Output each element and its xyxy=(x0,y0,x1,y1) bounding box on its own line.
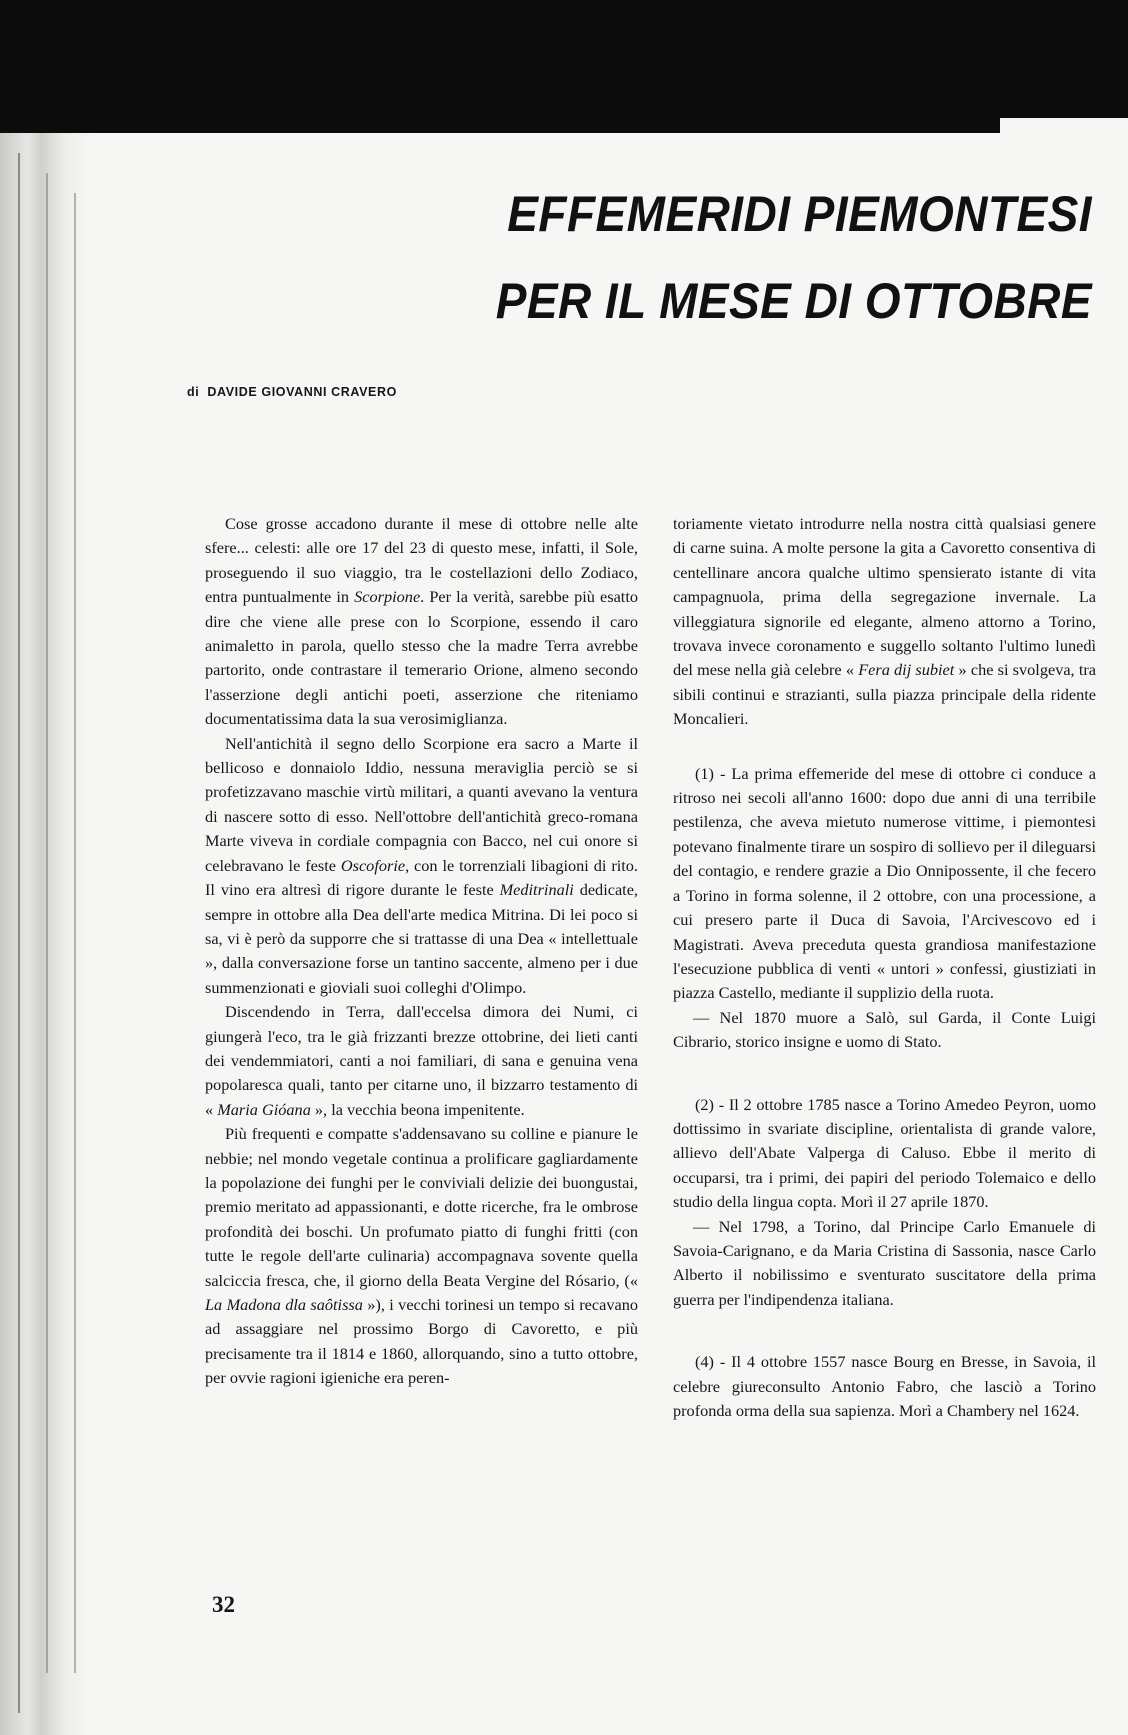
paragraph: Discendendo in Terra, dall'eccelsa dimora dei Numi, ci giungerà l'eco, tra le già frizzanti brezze ottobrine, dei lieti canti dei vendemmiatori, canti a noi familiari, di sana e genuina vena popolaresca quali, tanto per citarne uno, il bizzarro testamento di « Maria Gióana », la vecchia beona impenitente. xyxy=(205,1002,638,1119)
byline-author: DAVIDE GIOVANNI CRAVERO xyxy=(207,385,397,399)
top-band-notch xyxy=(1000,118,1128,133)
byline xyxy=(187,385,397,399)
paragraph: Nell'antichità il segno dello Scorpione era sacro a Marte il bellicoso e donnaiolo Iddio, nessuna meraviglia perciò se si profetizzavano maschie virtù militari, a quanti avevano la ventura di nascere sotto di esso. Nell'ottobre dell'antichità greco-romana Marte viveva in cordiale compagnia con Bacco, nel cui onore si celebravano le feste Oscoforie, con le torrenziali libagioni di rito. Il vino era altresì di rigore durante le feste Meditrinali dedicate, sempre in ottobre alla Dea dell'arte medica Mitrina. Di lei poco si sa, vi è però da supporre che si trattasse di una Dea « intellettuale », dalla conversazione forse un tantino saccente, almeno per i due summenzionati e gioviali suoi colleghi d'Olimpo. xyxy=(205,733,638,997)
paragraph: Cose grosse accadono durante il mese di ottobre nelle alte sfere... celesti: alle ore 17 del 23 di questo mese, infatti, il Sole, proseguendo il suo viaggio, tra le costellazioni dello Zodiaco, entra puntualmente in Scorpione. Per la verità, sarebbe più esatto dire che viene alle prese con lo Scorpione, essendo il caro animaletto in parola, quello stesso che la madre Terra avrebbe partorito, onde contrastare il temerario Orione, almeno secondo l'asserzione degli antichi poeti, asserzione che riteniamo documentatissima data la sua verosimiglianza. xyxy=(205,514,638,729)
paragraph: Più frequenti e compatte s'addensavano su colline e pianure le nebbie; nel mondo vegetale continua a prolificare gagliardamente la popolazione dei funghi per le conviviali delizie dei buongustai, premio meritato ad appassionanti, e dotte ricerche, fra le ombrose profondità dei boschi. Un profumato piatto di funghi fritti (con tutte le regole dell'arte culinaria) accompagnava sovente quella salciccia fresca, che, il giorno della Beata Vergine del Rósario, (« La Madona dla saôtissa »), i vecchi torinesi un tempo si recavano ad assaggiare nel prossimo Borgo di Cavoretto, e più precisamente tra il 1814 e 1860, allorquando, sino a tutto ottobre, per ovvie ragioni igieniche era peren- xyxy=(205,1124,638,1388)
left-column xyxy=(205,512,638,1391)
article-title-line1: EFFEMERIDI PIEMONTESI xyxy=(507,186,1092,242)
note-1-addendum: — Nel 1870 muore a Salò, sul Garda, il Conte Luigi Cibrario, storico insigne e uomo di Stato. xyxy=(673,1007,1096,1052)
note-2-addendum: — Nel 1798, a Torino, dal Principe Carlo Emanuele di Savoia-Carignano, e da Maria Cristina di Sassonia, nasce Carlo Alberto il nobilissimo e sventurato suscitatore della prima guerra per l'indipendenza italiana. xyxy=(673,1216,1096,1309)
page-binding-edge xyxy=(0,133,92,1735)
note-2: (2) - Il 2 ottobre 1785 nasce a Torino Amedeo Peyron, uomo dottissimo in svariate discipline, orientalista di grande valore, allievo dell'Abate Valperga di Caluso. Ebbe il merito di occuparsi, tra i primi, dei papiri del periodo Tolemaico e dello studio della lingua copta. Morì il 27 aprile 1870. xyxy=(673,1094,1096,1212)
note-4: (4) - Il 4 ottobre 1557 nasce Bourg en Bresse, in Savoia, il celebre giureconsulto Antonio Fabro, che lasciò a Torino profonda orma della sua sapienza. Morì a Chambery nel 1624. xyxy=(673,1352,1096,1420)
article-title-line2: PER IL MESE DI OTTOBRE xyxy=(495,273,1092,329)
right-column xyxy=(673,512,1096,1423)
note-1: (1) - La prima effemeride del mese di ottobre ci conduce a ritroso nei secoli all'anno 1600: dopo due anni di una terribile pestilenza, che aveva mietuto numerose vittime, i piemontesi potevano finalmente tirare un sospiro di sollievo per il dileguarsi del contagio, e rendere grazie a Dio Onnipossente, il che fecero a Torino in forma solenne, il 2 ottobre, con una processione, a cui presero parte il Duca di Savoia, l'Arcivescovo ed i Magistrati. Aveva preceduta questa grandiosa manifestazione l'esecuzione pubblica di venti « untori » confessi, giustiziati in piazza Castello, mediante il supplizio della ruota. xyxy=(673,763,1096,1003)
page-number: 32 xyxy=(212,1592,235,1617)
paragraph-continued: toriamente vietato introdurre nella nostra città qualsiasi genere di carne suina. A molte persone la gita a Cavoretto consentiva di centellinare ancora qualche ultimo spensierato istante di vita campagnuola, prima della segregazione invernale. La villeggiatura signorile ed elegante, almeno attorno a Torino, trovava invece coronamento e suggello soltanto l'ultimo lunedì del mese nella già celebre « Fera dij subiet » che si svolgeva, tra sibili continui e strazianti, sulla piazza principale della ridente Moncalieri. xyxy=(673,514,1096,729)
byline-prefix: di xyxy=(187,385,200,399)
top-black-band xyxy=(0,0,1128,133)
